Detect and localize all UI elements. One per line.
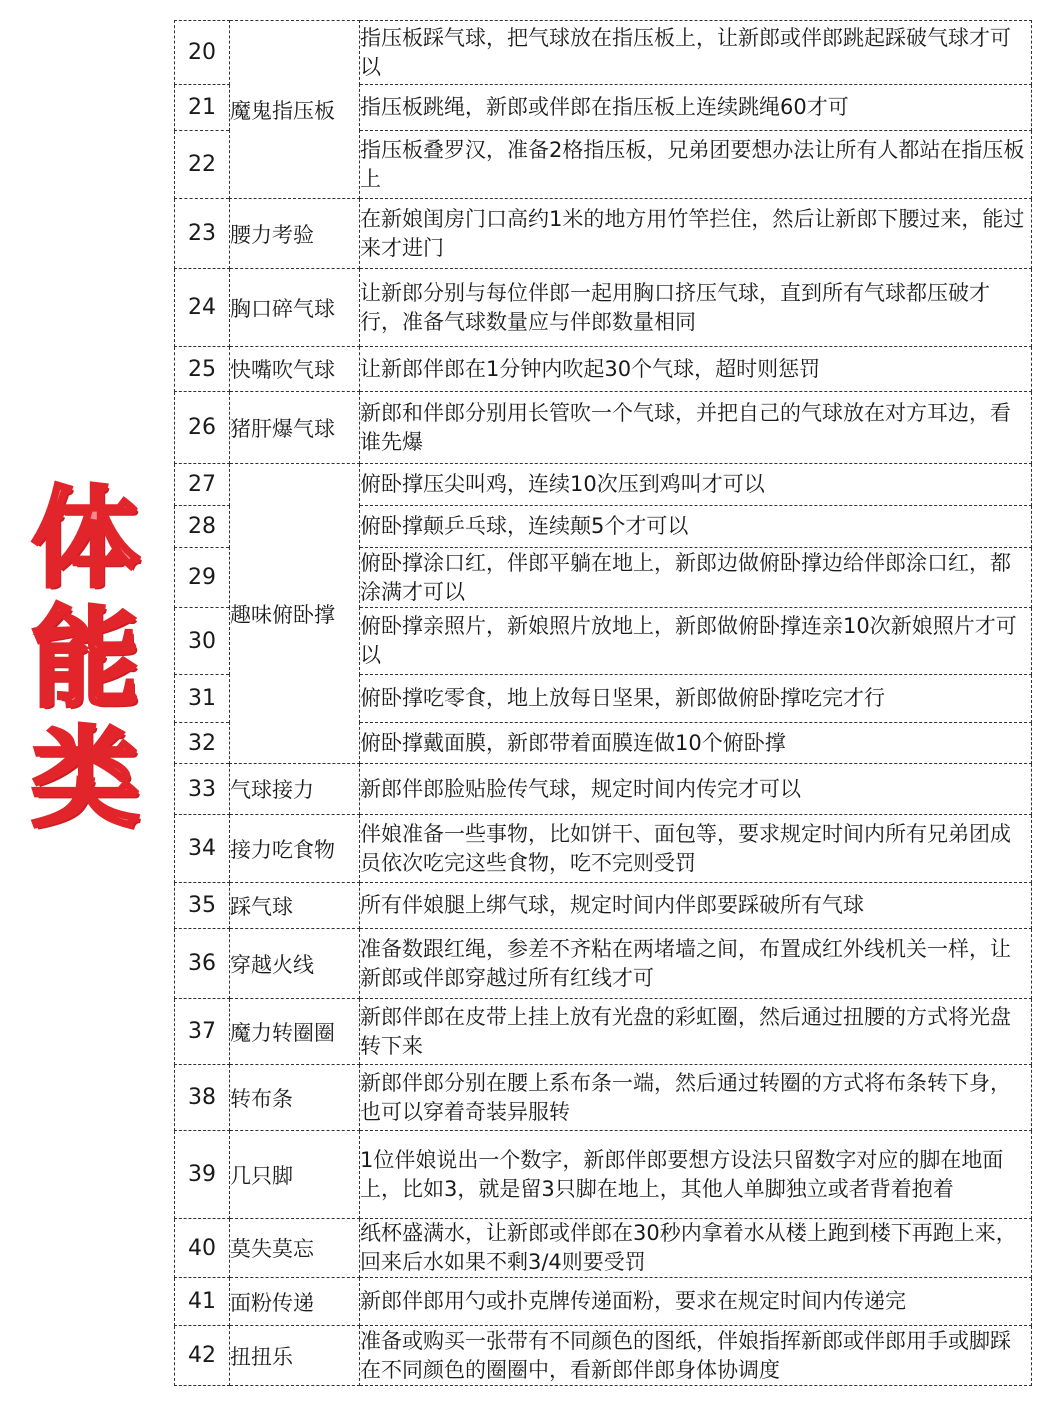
table-row bbox=[175, 1065, 1032, 1131]
game-name: 猪肝爆气球 bbox=[230, 392, 360, 464]
table-row bbox=[175, 269, 1032, 347]
row-number: 24 bbox=[175, 269, 230, 347]
row-number: 20 bbox=[175, 21, 230, 85]
table-row bbox=[175, 1219, 1032, 1278]
game-description: 俯卧撑亲照片，新娘照片放地上，新郎做俯卧撑连亲10次新娘照片才可以 bbox=[360, 608, 1032, 675]
game-description: 准备数跟红绳，参差不齐粘在两堵墙之间，布置成红外线机关一样，让新郎或伴郎穿越过所有红线才可 bbox=[360, 929, 1032, 999]
game-description: 俯卧撑戴面膜，新郎带着面膜连做10个俯卧撑 bbox=[360, 723, 1032, 764]
row-number: 25 bbox=[175, 347, 230, 392]
row-number: 38 bbox=[175, 1065, 230, 1131]
row-number: 39 bbox=[175, 1131, 230, 1219]
game-description: 俯卧撑颠乒乓球，连续颠5个才可以 bbox=[360, 506, 1032, 548]
game-name: 面粉传递 bbox=[230, 1278, 360, 1326]
table-row bbox=[175, 199, 1032, 269]
table-row bbox=[175, 764, 1032, 815]
row-number: 21 bbox=[175, 85, 230, 131]
table-row bbox=[175, 21, 1032, 85]
game-description: 指压板跳绳，新郎或伴郎在指压板上连续跳绳60才可 bbox=[360, 85, 1032, 131]
category-title-char-3: 类 bbox=[31, 717, 140, 842]
game-name: 穿越火线 bbox=[230, 929, 360, 999]
game-name: 趣味俯卧撑 bbox=[230, 464, 360, 764]
game-name: 扭扭乐 bbox=[230, 1326, 360, 1386]
game-description: 俯卧撑吃零食，地上放每日坚果，新郎做俯卧撑吃完才行 bbox=[360, 675, 1032, 723]
row-number: 36 bbox=[175, 929, 230, 999]
row-number: 27 bbox=[175, 464, 230, 506]
game-description: 新郎伴郎分别在腰上系布条一端，然后通过转圈的方式将布条转下身，也可以穿着奇装异服转 bbox=[360, 1065, 1032, 1131]
game-description: 新郎伴郎用勺或扑克牌传递面粉，要求在规定时间内传递完 bbox=[360, 1278, 1032, 1326]
game-description: 新郎伴郎在皮带上挂上放有光盘的彩虹圈，然后通过扭腰的方式将光盘转下来 bbox=[360, 999, 1032, 1065]
row-number: 33 bbox=[175, 764, 230, 815]
row-number: 35 bbox=[175, 883, 230, 929]
game-description: 俯卧撑涂口红，伴郎平躺在地上，新郎边做俯卧撑边给伴郎涂口红，都涂满才可以 bbox=[360, 548, 1032, 608]
table-row bbox=[175, 883, 1032, 929]
row-number: 26 bbox=[175, 392, 230, 464]
games-table bbox=[174, 20, 1032, 1386]
table-row bbox=[175, 1326, 1032, 1386]
game-name: 魔鬼指压板 bbox=[230, 21, 360, 199]
category-title-char-1: 体 bbox=[31, 477, 140, 602]
game-name: 转布条 bbox=[230, 1065, 360, 1131]
game-name: 几只脚 bbox=[230, 1131, 360, 1219]
game-name: 接力吃食物 bbox=[230, 815, 360, 883]
table-row bbox=[175, 1278, 1032, 1326]
game-name: 胸口碎气球 bbox=[230, 269, 360, 347]
game-description: 伴娘准备一些事物，比如饼干、面包等，要求规定时间内所有兄弟团成员依次吃完这些食物，吃不完则受罚 bbox=[360, 815, 1032, 883]
game-description: 所有伴娘腿上绑气球，规定时间内伴郎要踩破所有气球 bbox=[360, 883, 1032, 929]
table-row bbox=[175, 392, 1032, 464]
game-description: 1位伴娘说出一个数字，新郎伴郎要想方设法只留数字对应的脚在地面上，比如3，就是留3只脚在地上，其他人单脚独立或者背着抱着 bbox=[360, 1131, 1032, 1219]
row-number: 29 bbox=[175, 548, 230, 608]
game-description: 在新娘闺房门口高约1米的地方用竹竿拦住，然后让新郎下腰过来，能过来才进门 bbox=[360, 199, 1032, 269]
row-number: 30 bbox=[175, 608, 230, 675]
category-title-char-2: 能 bbox=[31, 597, 140, 722]
row-number: 31 bbox=[175, 675, 230, 723]
game-description: 指压板叠罗汉，准备2格指压板，兄弟团要想办法让所有人都站在指压板上 bbox=[360, 131, 1032, 199]
game-description: 让新郎分别与每位伴郎一起用胸口挤压气球，直到所有气球都压破才行，准备气球数量应与伴郎数量相同 bbox=[360, 269, 1032, 347]
game-name: 魔力转圈圈 bbox=[230, 999, 360, 1065]
row-number: 42 bbox=[175, 1326, 230, 1386]
row-number: 37 bbox=[175, 999, 230, 1065]
table-row bbox=[175, 347, 1032, 392]
game-name: 莫失莫忘 bbox=[230, 1219, 360, 1278]
row-number: 41 bbox=[175, 1278, 230, 1326]
row-number: 23 bbox=[175, 199, 230, 269]
game-name: 快嘴吹气球 bbox=[230, 347, 360, 392]
row-number: 34 bbox=[175, 815, 230, 883]
category-title bbox=[18, 477, 153, 842]
game-description: 准备或购买一张带有不同颜色的图纸，伴娘指挥新郎或伴郎用手或脚踩在不同颜色的圈圈中，看新郎伴郎身体协调度 bbox=[360, 1326, 1032, 1386]
game-description: 新郎伴郎脸贴脸传气球，规定时间内传完才可以 bbox=[360, 764, 1032, 815]
game-description: 指压板踩气球，把气球放在指压板上，让新郎或伴郎跳起踩破气球才可以 bbox=[360, 21, 1032, 85]
table-row bbox=[175, 999, 1032, 1065]
row-number: 32 bbox=[175, 723, 230, 764]
game-name: 气球接力 bbox=[230, 764, 360, 815]
row-number: 22 bbox=[175, 131, 230, 199]
table-row bbox=[175, 464, 1032, 506]
table-row bbox=[175, 929, 1032, 999]
game-name: 踩气球 bbox=[230, 883, 360, 929]
table-row bbox=[175, 1131, 1032, 1219]
game-description: 让新郎伴郎在1分钟内吹起30个气球，超时则惩罚 bbox=[360, 347, 1032, 392]
game-description: 俯卧撑压尖叫鸡，连续10次压到鸡叫才可以 bbox=[360, 464, 1032, 506]
table-row bbox=[175, 815, 1032, 883]
row-number: 40 bbox=[175, 1219, 230, 1278]
game-description: 新郎和伴郎分别用长管吹一个气球，并把自己的气球放在对方耳边，看谁先爆 bbox=[360, 392, 1032, 464]
row-number: 28 bbox=[175, 506, 230, 548]
game-name: 腰力考验 bbox=[230, 199, 360, 269]
game-description: 纸杯盛满水，让新郎或伴郎在30秒内拿着水从楼上跑到楼下再跑上来，回来后水如果不剩3/4则要受罚 bbox=[360, 1219, 1032, 1278]
